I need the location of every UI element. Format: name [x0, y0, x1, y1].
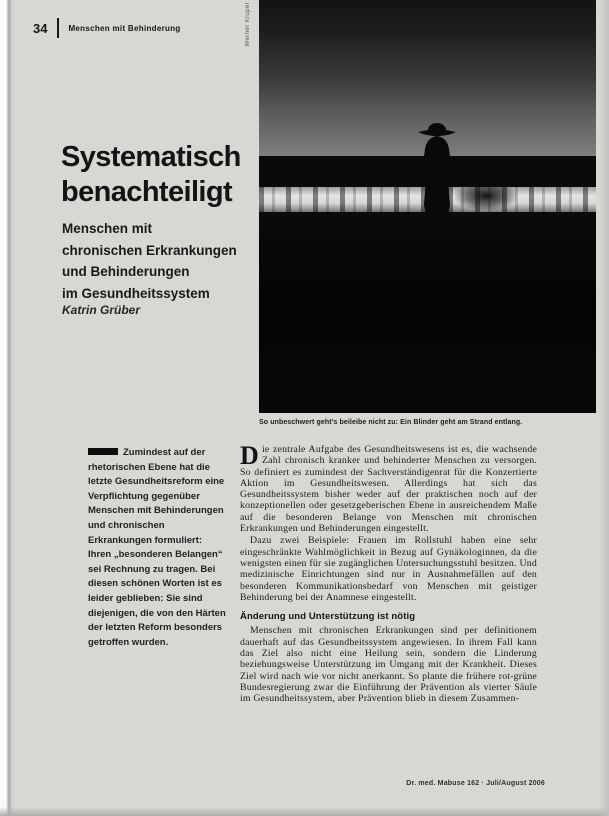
teaser-body: Zumindest auf der rhetorischen Ebene hat die letzte Gesundheitsreform eine Verpflichtung gegenüber Menschen mit Behinderungen und chronischen Erkrankungen formuliert: Ihren „besonderen Belangen“ sei Rechnung zu tragen. Bei diesen schönen Worten ist es leider geblieben: Sie sind diejenigen, die von den Härten der letzten Reform besonders getroffen wurden.: [88, 447, 226, 648]
article-title-line2: benachteiligt: [61, 176, 233, 208]
article-subtitle: [62, 218, 237, 304]
person-silhouette: [409, 118, 465, 230]
footer-imprint: Dr. med. Mabuse 162 · Juli/August 2006: [406, 780, 545, 787]
teaser-text: [88, 446, 226, 650]
body-paragraph-2: Dazu zwei Beispiele: Frauen im Rollstuhl haben eine sehr eingeschränkte Wahlmöglichkeit in Bezug auf Gynäkologinnen, da die wenigsten einen für sie zugänglichen Untersuchungsstuhl besitzen. Und medizinische Einrichtungen sind nur in Ausnahmefällen auf den besonderen Kommunikationsbedarf von Menschen mit geistiger Behinderung bei der Anamnese eingestellt.: [240, 535, 537, 603]
subtitle-line: Menschen mit: [62, 221, 153, 236]
photo-caption: So unbeschwert geht’s beileibe nicht zu: Ein Blinder geht am Strand entlang.: [259, 419, 523, 426]
paragraph-text: ie zentrale Aufgabe des Gesundheitswesens ist es, die wachsende Zahl chronisch kranker und behinderter Menschen zu versorgen. So definiert es zumindest der Sachverständigenrat für die Konzertierte Aktion im Gesundheitswesen. Allerdings hat sich das Gesundheitssystem bisher weder auf der praktischen noch auf der konzeptionellen oder gesetzgeberischen Ebene in ausreichendem Maße auf die besonderen Belange von Menschen mit chronischen Erkrankungen und Behinderungen eingestellt.: [240, 444, 537, 535]
running-header: [33, 18, 181, 38]
body-column: [240, 441, 537, 705]
article-title: [61, 140, 241, 210]
subtitle-line: und Behinderungen: [62, 264, 190, 279]
scan-edge-left: [0, 0, 15, 816]
beach-photo: [259, 0, 596, 413]
teaser-marker-bar: [88, 448, 118, 455]
header-divider: [57, 18, 59, 38]
author-byline: Katrin Grüber: [62, 303, 141, 317]
scan-edge-right: [599, 0, 609, 816]
subtitle-line: im Gesundheitssystem: [62, 285, 210, 301]
subtitle-line: chronischen Erkrankungen: [62, 242, 237, 258]
photo-dark-beach: [259, 212, 596, 413]
drop-cap: D: [240, 441, 259, 470]
body-paragraph-1: [240, 441, 537, 535]
body-subheading: Änderung und Unterstützung ist nötig: [240, 611, 416, 623]
article-title-line1: Systematisch: [61, 141, 241, 173]
scan-edge-bottom: [0, 807, 609, 816]
section-label: Menschen mit Behinderung: [68, 23, 181, 33]
page-number: 34: [33, 20, 48, 36]
body-paragraph-3: Menschen mit chronischen Erkrankungen sind per definitionem dauerhaft auf das Gesundheitssystem angewiesen. In ihrem Fall kann das Ziel also nicht eine Heilung sein, sondern die Linderung beziehungsweise Unterstützung im Umgang mit der Krankheit. Dieses Ziel wird nach wie vor nicht anerkannt. So plante die frühere rot-grüne Bundesregierung zwar die Einführung der Prävention als vierter Säule im Gesundheitssystem, aber Prävention blieb in diesem Zusammen-: [240, 625, 537, 705]
photo-credit-vertical: Werner Krüper: [245, 2, 251, 47]
